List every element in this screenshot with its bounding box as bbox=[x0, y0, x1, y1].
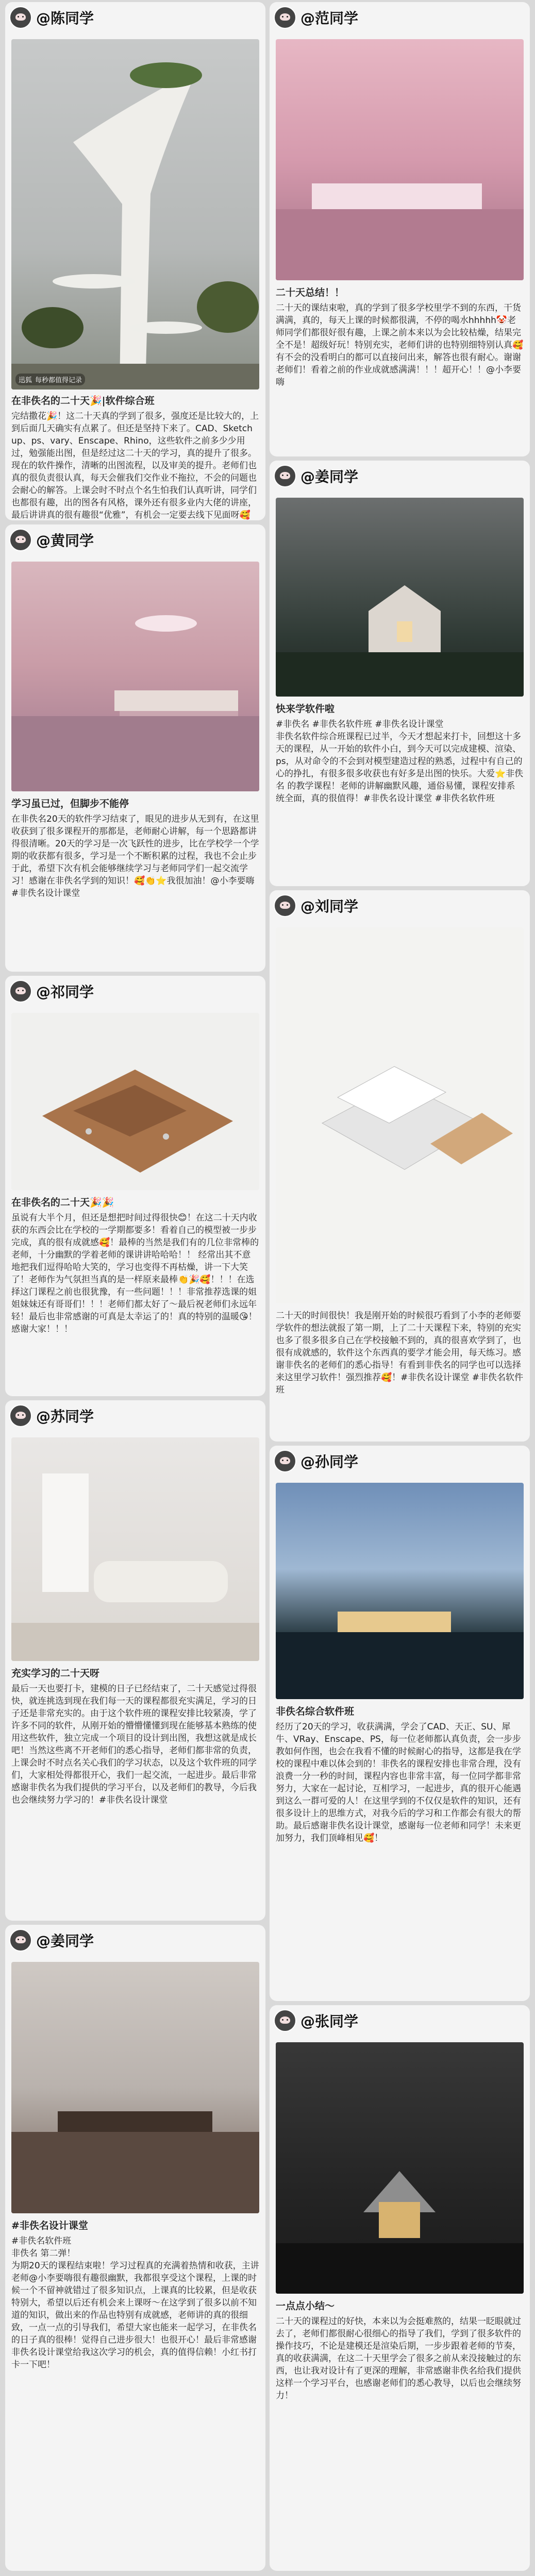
post-title: 快来学软件啦 bbox=[276, 703, 335, 715]
author-name[interactable]: @黄同学 bbox=[36, 532, 94, 549]
sunset-pier-render bbox=[11, 1962, 259, 2213]
night-cabin-render bbox=[276, 2042, 524, 2294]
post-text bbox=[11, 1196, 259, 1335]
post-text bbox=[276, 1705, 524, 1844]
author-name[interactable]: @祁同学 bbox=[36, 984, 94, 1001]
post-text bbox=[276, 703, 524, 805]
post-card-sun[interactable] bbox=[270, 1446, 530, 2001]
post-image[interactable] bbox=[276, 927, 524, 1303]
avatar[interactable] bbox=[274, 2009, 296, 2032]
author-name[interactable]: @范同学 bbox=[300, 10, 359, 27]
avatar[interactable] bbox=[9, 529, 32, 551]
post-body: 在非佚名20天的软件学习结束了，眼见的进步从无到有，在这里收获到了很多课程开的那都是，老师耐心讲解，每一个思路都讲得很清晰。20天的学习是一次飞跃性的进步，比在学校学一个学期的收获都有很多，学习是一个不断积累的过程，我也不会止步于此，希望下次有机会能够继续学习与老师同学们一起交流学习！感谢在非佚名学到的知识！🥰👏⭐我很加油！@小李要嗨 #非佚名设计课堂 bbox=[11, 814, 259, 899]
post-body: 完结撒花🎉！这二十天真的学到了很多，强度还是比较大的，上到后面几天确实有点累了。但还是坚持下来了。CAD、Sketch up、ps、vary、Enscape、Rhino，这些软件之前多少少用过，勉强能出图，但是经过这二十天的学习，真的提升了很多。现在的软件操作，清晰的出图流程，以及审美的提升。老师们也真的很负责很认真，每天会催我们交作业不拖拉，不会的问题也会耐心的解答。上课会时不时点个名生怕我们认真听讲，同学们也都很有趣，出的图各有风格，课外还有很多业内大佬的讲座，最后讲讲真的很有趣很“优雅”，有机会一定要去线下见面呀🥰 bbox=[11, 411, 259, 520]
badge-title: 迅狐 bbox=[19, 377, 32, 384]
post-image[interactable] bbox=[276, 1483, 524, 1699]
post-card-jiang-2[interactable] bbox=[5, 1925, 265, 2571]
post-title: 一点点小结～ bbox=[276, 2300, 335, 2312]
post-header bbox=[9, 980, 94, 1003]
post-header bbox=[274, 1450, 358, 1472]
avatar[interactable] bbox=[274, 1450, 296, 1472]
post-header bbox=[9, 1404, 94, 1427]
post-body: 二十天的课程过的好快，本来以为会挺难熬的，结果一眨眼就过去了，老师们都很耐心很细心的指导了我们，学到了很多软件的操作技巧，不论是建模还是渲染后期，一步步跟着老师的节奏，真的收获满满，在这二十天里学会了很多之前从来没接触过的东西，也让我对设计有了更深的理解，非常感谢非佚名给我们提供这样一个学习平台，也感谢老师们的悉心教导，以后也会继续努力！ bbox=[276, 2316, 521, 2401]
resort-render bbox=[276, 39, 524, 280]
post-header bbox=[9, 6, 94, 29]
post-text bbox=[11, 2219, 259, 2371]
post-card-fan[interactable] bbox=[270, 2, 530, 456]
post-text bbox=[11, 798, 259, 900]
post-image[interactable] bbox=[276, 39, 524, 280]
post-header bbox=[274, 894, 358, 917]
post-text bbox=[276, 286, 524, 388]
post-body: 二十天的课结束啦，真的学到了很多学校里学不到的东西，干货满满，真的，每天上课的时候都很满，不停的喝水hhhhh🤡老师同学们都很好很有趣，上课之前本来以为会比较枯燥，结果完全不是！超级好玩！特别充实，老师们讲的也特别细特别认真🥰有不会的没看明白的都可以直接问出来，解答也很有耐心。谢谢老师们！看着之前的作业成就感满满！！！超开心！！@小李要嗨 bbox=[276, 303, 524, 387]
post-card-qi[interactable] bbox=[5, 976, 265, 1396]
post-title: 在非佚名的二十天🎉🎉 bbox=[11, 1197, 114, 1208]
badge-text: 每秒都值得记录 bbox=[35, 377, 82, 384]
axonometric-model bbox=[11, 1013, 259, 1190]
post-title: 学习虽已过，但脚步不能停 bbox=[11, 798, 129, 809]
post-header bbox=[9, 1929, 94, 1952]
post-text bbox=[11, 1667, 259, 1806]
author-name[interactable]: @姜同学 bbox=[36, 1933, 94, 1950]
post-card-chen[interactable] bbox=[5, 2, 265, 520]
interior-render bbox=[11, 1437, 259, 1661]
post-title: #非佚名设计课堂 bbox=[11, 2220, 88, 2231]
avatar[interactable] bbox=[9, 6, 32, 29]
post-card-zhang[interactable] bbox=[270, 2005, 530, 2571]
post-image[interactable] bbox=[11, 1013, 259, 1190]
post-header bbox=[9, 529, 94, 551]
author-name[interactable]: @姜同学 bbox=[300, 468, 359, 485]
avatar[interactable] bbox=[9, 1404, 32, 1427]
post-body: 最后一天也要打卡，建模的日子已经结束了，二十天感觉过得很快，就连挑选到现在我们每一天的课程都很充实满足，学习的日子还是非常充实的。由于这个软件班的课程安排比较紧凑，学了许多不同的软件，从刚开始的懵懵懂懂到现在能够基本熟练的使用这些软件，独立完成一个项目的设计到出图，我想这就是成长吧！当然这些离不开老师们的悉心指导，老师们都非常的负责，上课会时不时点名关心我们的学习状态，以及这个软件班的同学们，大家相处得都很开心，我们一起交流，一起进步。最后非常感谢非佚名为我们提供的学习平台，以及老师们的教导，今后我也会继续努力学习的！#非佚名设计课堂 bbox=[11, 1684, 257, 1805]
post-title: 非佚名综合软件班 bbox=[276, 1706, 355, 1717]
post-card-huang[interactable] bbox=[5, 524, 265, 972]
post-header bbox=[274, 465, 358, 487]
author-name[interactable]: @陈同学 bbox=[36, 10, 94, 27]
post-text bbox=[276, 2300, 524, 2402]
lake-pavilion-render bbox=[276, 1483, 524, 1699]
avatar[interactable] bbox=[274, 6, 296, 29]
post-card-liu[interactable] bbox=[270, 890, 530, 1442]
post-header bbox=[274, 2009, 358, 2032]
author-name[interactable]: @张同学 bbox=[300, 2013, 359, 2030]
post-image[interactable] bbox=[11, 1962, 259, 2213]
author-name[interactable]: @刘同学 bbox=[300, 898, 359, 915]
avatar[interactable] bbox=[9, 980, 32, 1003]
author-name[interactable]: @孙同学 bbox=[300, 1453, 359, 1470]
post-image[interactable] bbox=[11, 39, 259, 389]
avatar[interactable] bbox=[274, 465, 296, 487]
watermark-badge bbox=[15, 374, 85, 385]
post-image[interactable] bbox=[276, 498, 524, 697]
post-text bbox=[276, 1310, 524, 1396]
post-image[interactable] bbox=[11, 1437, 259, 1661]
urban-axonometric bbox=[276, 927, 524, 1303]
post-tags: #非佚名 #非佚名软件班 #非佚名设计课堂 bbox=[276, 719, 444, 730]
waterfront-render bbox=[11, 562, 259, 791]
post-title: 二十天总结！！ bbox=[276, 287, 345, 298]
post-title: 在非佚名的二十天🎉|软件综合班 bbox=[11, 395, 155, 406]
post-body: 二十天的时间很快！我是刚开始的时候很巧看到了小李的老师要学软件的想法就报了第一期，上了二十天课程下来，特别的充实也多了很多很多自己在学校接触不到的，真的很喜欢学到了，也很有成就感的，软件这个东西真的要学才能会用，每天练习。感谢非佚名的老师们的悉心指导！有看到非佚名的同学也可以选择来这里学习软件！强烈推荐🥰！#非佚名设计课堂 #非佚名软件班 bbox=[276, 1311, 524, 1395]
post-body: 经历了20天的学习，收获满满，学会了CAD、天正、SU、犀牛、VRay、Enscape、PS，每一位老师都认真负责，会一步步教如何作图，也会在我看不懂的时候耐心的指导，这都是我在学校的课程中难以体会到的！非佚名的课程安排也非常合理，没有浪费一分一秒的时间，课程内容也非常丰富，每一位同学都非常努力，大家在一起讨论，互相学习，一起进步，真的很开心能遇到这么一群可爱的人！在这里学到的不仅仅是软件的知识，还有很多设计上的思维方式，对我今后的学习和工作都会有很大的帮助。最后感谢非佚名设计课堂，感谢每一位老师和同学！未来更加努力，我们顶峰相见🥰！ bbox=[276, 1722, 521, 1843]
post-body: 虽说有大半个月，但还是想把时间过得很快😊！在这二十天内收获的东西会比在学校的一学期都要多！看着自己的模型被一步步完成，真的很有成就感🥰！最棒的当然是我们有的几位非常棒的老师，十分幽默的学着老师的课讲讲哈哈哈！！ 经常出其不意地把我们逗得哈哈大笑的，学习也变得不再枯燥，讲一下大笑了！老师作为气氛担当真的是一样原来最棒👏🎉🥰！！！在选择这门课程之前也很犹豫，有一些问题！！！非常推荐选课的姐姐妹妹还有哥哥们！！！老师们都太好了～最后祝老师们永远年轻！最后也非常感谢的可真是太幸运了的！真的特别的温暖😘！感谢大家！！！ bbox=[11, 1213, 259, 1334]
post-image[interactable] bbox=[276, 2042, 524, 2294]
post-title: 充实学习的二十天呀 bbox=[11, 1668, 100, 1679]
post-text bbox=[11, 395, 259, 520]
post-header bbox=[274, 6, 358, 29]
post-image[interactable] bbox=[11, 562, 259, 791]
post-body: #非佚名软件班 非佚名 第二弹！ 为期20天的课程结束啦！学习过程真的充满着热情和收获，主讲老师@小李要嗨很有趣很幽默，我都很享受这个课程，上课的时候一个不留神就错过了很多知识点，上课真的比较累，但是收获特别大，希望以后还有机会来上课呀～在这学到了很多以前不知道的知识，做出来的作品也特别有成就感，老师讲的真的很细致，一点一点的引导我们，希望大家也能来一起学习，在非佚名的日子真的很棒！觉得自己进步很大！也很开心！最后非常感谢非佚名设计课堂给我这次学习的机会，真的值得信赖！小红书打卡一下吧！ bbox=[11, 2236, 259, 2370]
post-body: 非佚名软件综合班课程已过半，今天才想起来打卡，回想这十多天的课程，从一开始的软件小白，到今天可以完成建模、渲染、ps，从对命令的不会到对模型建造过程的熟悉，过程中有自己的心的挣扎，有很多很多收获也有好多是出图的快乐。大爱⭐非佚名 的教学课程！老师的讲解幽默风趣，通俗易懂，课程安排系统全面，真的很值得！#非佚名设计课堂 #非佚名软件班 bbox=[276, 732, 524, 804]
forest-house-render bbox=[276, 498, 524, 697]
avatar[interactable] bbox=[9, 1929, 32, 1952]
post-card-jiang[interactable] bbox=[270, 461, 530, 886]
avatar[interactable] bbox=[274, 894, 296, 917]
tower-illustration bbox=[11, 39, 259, 389]
author-name[interactable]: @苏同学 bbox=[36, 1408, 94, 1425]
post-card-su[interactable] bbox=[5, 1400, 265, 1921]
